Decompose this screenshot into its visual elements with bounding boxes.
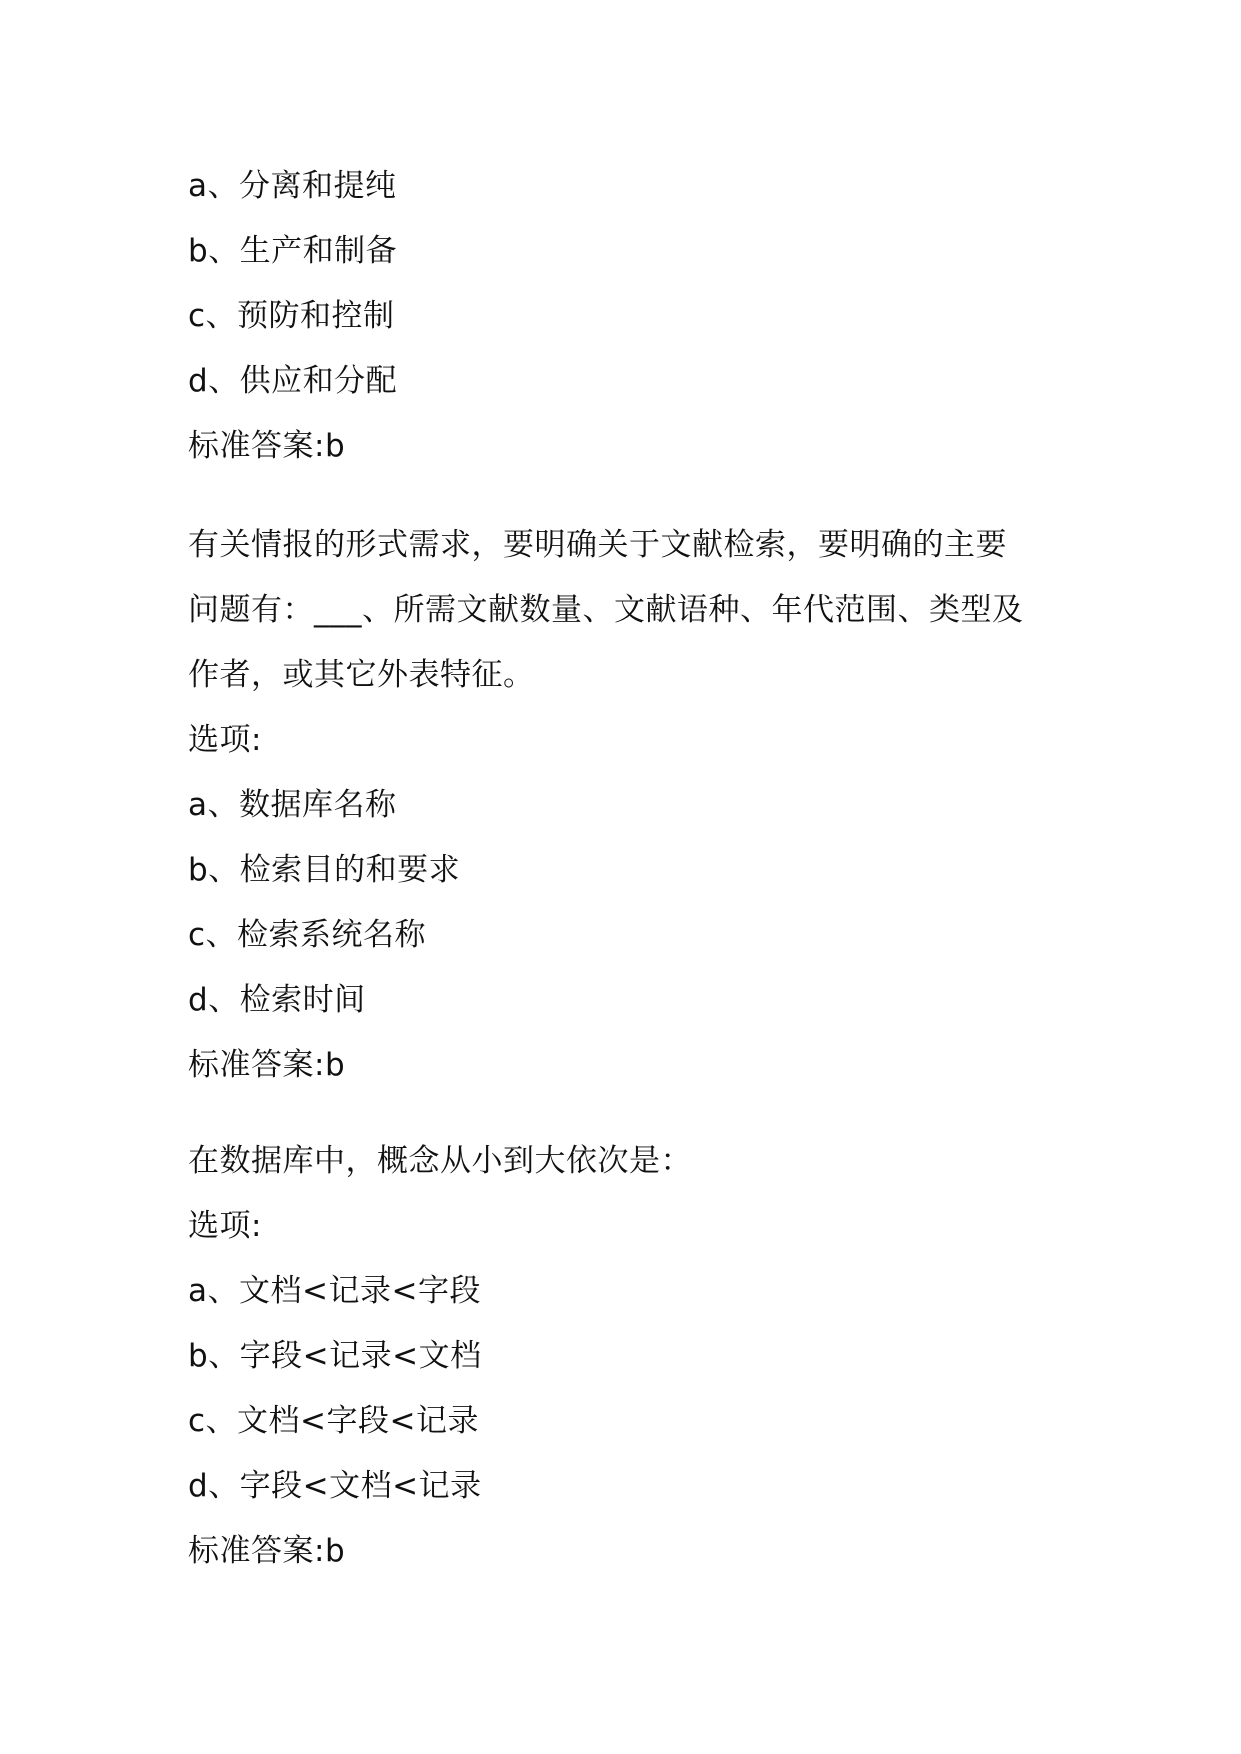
standard-answer: 标准答案:b xyxy=(188,1047,346,1083)
options-label: 选项: xyxy=(188,1208,262,1244)
question-stem-line: 有关情报的形式需求，要明确关于文献检索，要明确的主要 xyxy=(188,527,1007,563)
question-stem-line: 作者，或其它外表特征。 xyxy=(188,657,535,693)
options-label: 选项: xyxy=(188,722,262,758)
option-b: b、检索目的和要求 xyxy=(188,852,461,888)
option-a: a、分离和提纯 xyxy=(188,168,397,204)
option-d: d、供应和分配 xyxy=(188,363,398,399)
option-d: d、检索时间 xyxy=(188,982,366,1018)
question-2 xyxy=(188,513,1024,1098)
option-b: b、生产和制备 xyxy=(188,233,398,269)
option-a: a、文档<记录<字段 xyxy=(188,1273,481,1309)
question-1 xyxy=(188,154,397,479)
option-a: a、数据库名称 xyxy=(188,787,397,823)
option-d: d、字段<文档<记录 xyxy=(188,1468,482,1504)
option-b: b、字段<记录<文档 xyxy=(188,1338,482,1374)
question-3 xyxy=(188,1129,692,1584)
standard-answer: 标准答案:b xyxy=(188,1533,346,1569)
question-stem-line: 问题有：___、所需文献数量、文献语种、年代范围、类型及 xyxy=(188,592,1024,628)
option-c: c、文档<字段<记录 xyxy=(188,1403,479,1439)
question-stem-line: 在数据库中，概念从小到大依次是： xyxy=(188,1143,692,1179)
option-c: c、预防和控制 xyxy=(188,298,395,334)
standard-answer: 标准答案:b xyxy=(188,428,346,464)
option-c: c、检索系统名称 xyxy=(188,917,427,953)
